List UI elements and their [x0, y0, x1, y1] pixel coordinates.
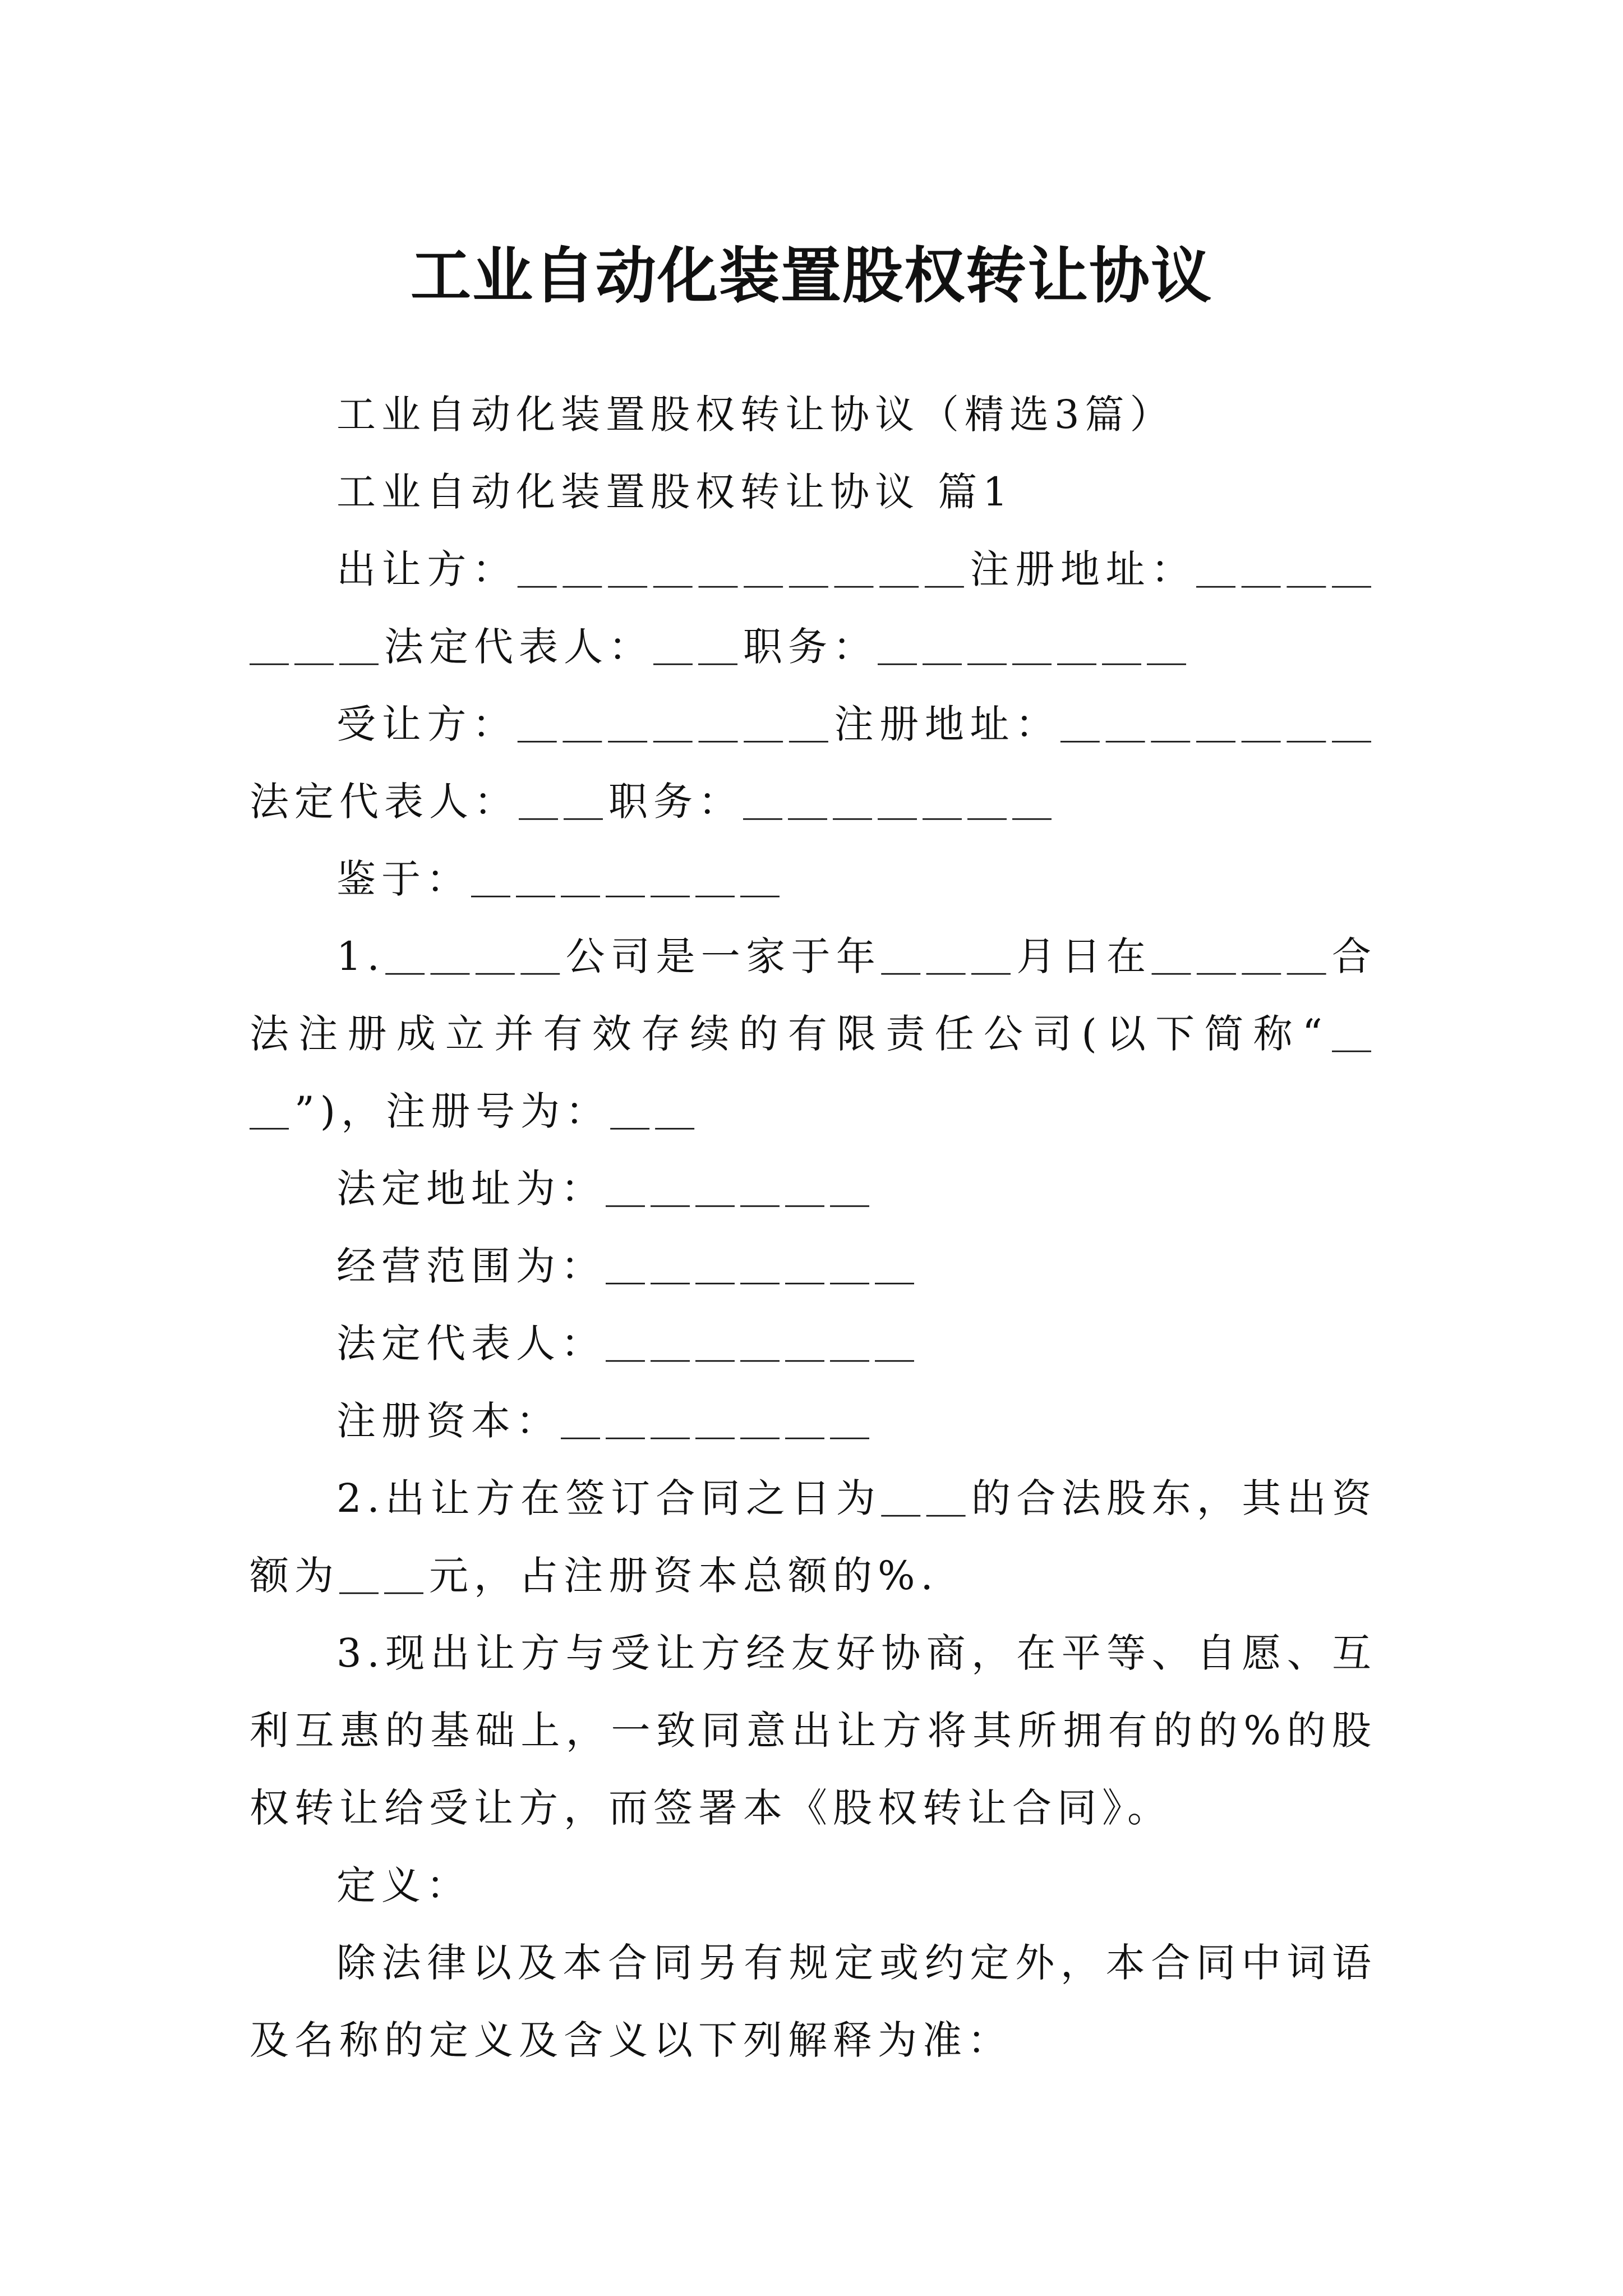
- paragraph-transferor: 出让方：＿＿＿＿＿＿＿＿＿＿注册地址：＿＿＿＿＿＿＿法定代表人：＿＿职务：＿＿＿＿＿＿＿: [250, 546, 1377, 670]
- paragraph-whereas: 鉴于：＿＿＿＿＿＿＿: [336, 856, 785, 902]
- paragraph-transferee: 受让方：＿＿＿＿＿＿＿注册地址：＿＿＿＿＿＿＿法定代表人：＿＿职务：＿＿＿＿＿＿＿: [250, 701, 1377, 825]
- paragraph-legal-address: 法定地址为：＿＿＿＿＿＿: [336, 1166, 875, 1212]
- paragraph-clause-1: 1.＿＿＿＿公司是一家于年＿＿＿月日在＿＿＿＿合法注册成立并有效存续的有限责任公司(以下简称“＿＿”)，注册号为：＿＿: [250, 933, 1377, 1134]
- paragraph-registered-capital: 注册资本：＿＿＿＿＿＿＿: [336, 1398, 875, 1444]
- document-title: 工业自动化装置股权转让协议: [410, 241, 1212, 312]
- document-body: [250, 376, 1377, 2079]
- paragraph-subtitle: 工业自动化装置股权转让协议（精选3篇）: [336, 392, 1175, 438]
- paragraph-legal-representative: 法定代表人：＿＿＿＿＿＿＿: [336, 1320, 920, 1366]
- paragraph-definitions-intro: 除法律以及本合同另有规定或约定外，本合同中词语及名称的定义及含义以下列解释为准：: [250, 1940, 1377, 2063]
- paragraph-business-scope: 经营范围为：＿＿＿＿＿＿＿: [336, 1243, 920, 1289]
- paragraph-clause-3: 3.现出让方与受让方经友好协商，在平等、自愿、互利互惠的基础上，一致同意出让方将其所拥有的的%的股权转让给受让方，而签署本《股权转让合同》。: [250, 1630, 1377, 1831]
- paragraph-section-heading: 工业自动化装置股权转让协议 篇1: [336, 469, 1013, 515]
- paragraph-clause-2: 2.出让方在签订合同之日为＿＿的合法股东，其出资额为＿＿元，占注册资本总额的%.: [250, 1475, 1377, 1599]
- paragraph-definitions-heading: 定义：: [336, 1862, 471, 1908]
